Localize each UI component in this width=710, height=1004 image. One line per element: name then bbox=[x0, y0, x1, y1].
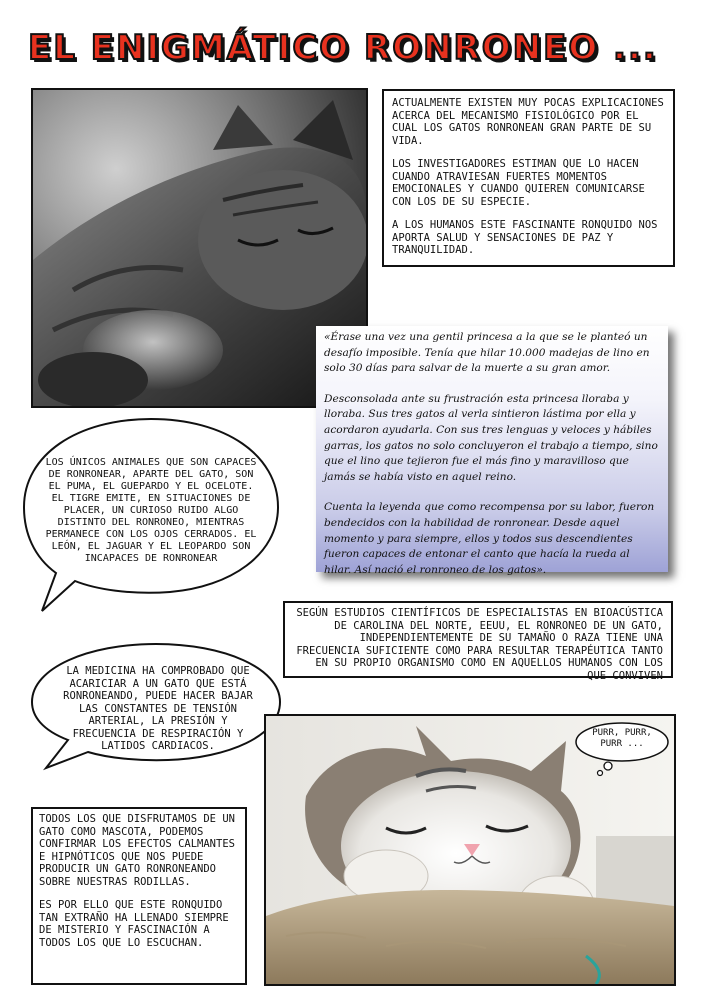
intro-paragraph-2: LOS INVESTIGADORES ESTIMAN QUE LO HACEN CUANDO ATRAVIESAN FUERTES MOMENTOS EMOCIONALES Y CUANDO QUIEREN COMUNICARSE CON LOS DE SU ESPECIE. bbox=[392, 158, 645, 208]
purr-bubble-text: PURR, PURR, PURR ... bbox=[592, 728, 652, 749]
legend-story-box bbox=[316, 326, 668, 576]
study-text-box bbox=[283, 601, 673, 682]
medicine-bubble-text: LA MEDICINA HA COMPROBADO QUE ACARICIAR A UN GATO QUE ESTÁ RONRONEANDO, PUEDE HACER BAJAR LAS CONSTANTES DE TENSIÓN ARTERIAL, LA PRESIÓN Y FRECUENCIA DE RESPIRACIÓN Y LATIDOS CARDIACOS. bbox=[63, 665, 253, 752]
closing-paragraph-2: ES POR ELLO QUE ESTE RONQUIDO TAN EXTRAÑO HA LLENADO SIEMPRE DE MISTERIO Y FASCINACIÓN A TODOS LOS QUE LO ESCUCHAN. bbox=[39, 899, 229, 949]
legend-paragraph-2: Desconsolada ante su frustración esta princesa lloraba y lloraba. Sus tres gatos al verla sintieron lástima por ella y acordaron ayudarla. Con sus tres lenguas y veloces y hábiles garras, los gatos no solo concluyeron el trabajo a tiempo, sino que el lino que tejieron fue el más fino y maravilloso que jamás se había visto en aquel reino. bbox=[324, 392, 658, 483]
intro-text-box bbox=[382, 89, 675, 267]
closing-text-box bbox=[31, 807, 247, 985]
legend-paragraph-1: «Érase una vez una gentil princesa a la que se le planteó un desafío imposible. Tenía que hilar 10.000 madejas de lino en solo 30 días para salvar de la muerte a su gran amor. bbox=[324, 331, 650, 375]
animals-speech-bubble bbox=[20, 415, 282, 615]
animals-bubble-text: LOS ÚNICOS ANIMALES QUE SON CAPACES DE RONRONEAR, APARTE DEL GATO, SON EL PUMA, EL GUEPARDO Y EL OCELOTE. EL TIGRE EMITE, EN SITUACIONES DE PLACER, UN CURIOSO RUIDO ALGO DISTINTO DEL RONRONEO, MIENTRAS PERMANECE CON LOS OJOS CERRADOS. EL LEÓN, EL JAGUAR Y EL LEOPARDO SON INCAPACES DE RONRONEAR bbox=[45, 457, 257, 564]
closing-paragraph-1: TODOS LOS QUE DISFRUTAMOS DE UN GATO COMO MASCOTA, PODEMOS CONFIRMAR LOS EFECTOS CALMANTES E HIPNÓTICOS QUE NOS PUEDE PRODUCIR UN GATO RONRONEANDO SOBRE NUESTRAS RODILLAS. bbox=[39, 813, 235, 888]
page-title: EL ENIGMÁTICO RONRONEO ... bbox=[28, 28, 658, 68]
study-text: SEGÚN ESTUDIOS CIENTÍFICOS DE ESPECIALISTAS EN BIOACÚSTICA DE CAROLINA DEL NORTE, EEUU, EL RONRONEO DE UN GATO, INDEPENDIENTEMENTE DE SU TAMAÑO O RAZA TIENE UNA FRECUENCIA SUFICIENTE COMO PARA RESULTAR TERAPÉUTICA TANTO EN SU PROPIO ORGANISMO COMO EN AQUELLOS HUMANOS CON LOS QUE CONVIVEN bbox=[296, 607, 663, 682]
intro-paragraph-3: A LOS HUMANOS ESTE FASCINANTE RONQUIDO NOS APORTA SALUD Y SENSACIONES DE PAZ Y TRANQUILIDAD. bbox=[392, 219, 658, 256]
intro-paragraph-1: ACTUALMENTE EXISTEN MUY POCAS EXPLICACIONES ACERCA DEL MECANISMO FISIOLÓGICO POR EL CUAL LOS GATOS RONRONEAN GRAN PARTE DE SU VIDA. bbox=[392, 97, 664, 147]
medicine-speech-bubble bbox=[28, 640, 284, 772]
purr-thought-bubble bbox=[572, 720, 672, 778]
legend-paragraph-3: Cuenta la leyenda que como recompensa por su labor, fueron bendecidos con la habilidad de ronronear. Desde aquel momento y para siempre, ellos y todos sus descendientes fueron capaces de entonar el canto que hacía la rueda al hilar. Así nació el ronroneo de los gatos». bbox=[324, 501, 655, 576]
